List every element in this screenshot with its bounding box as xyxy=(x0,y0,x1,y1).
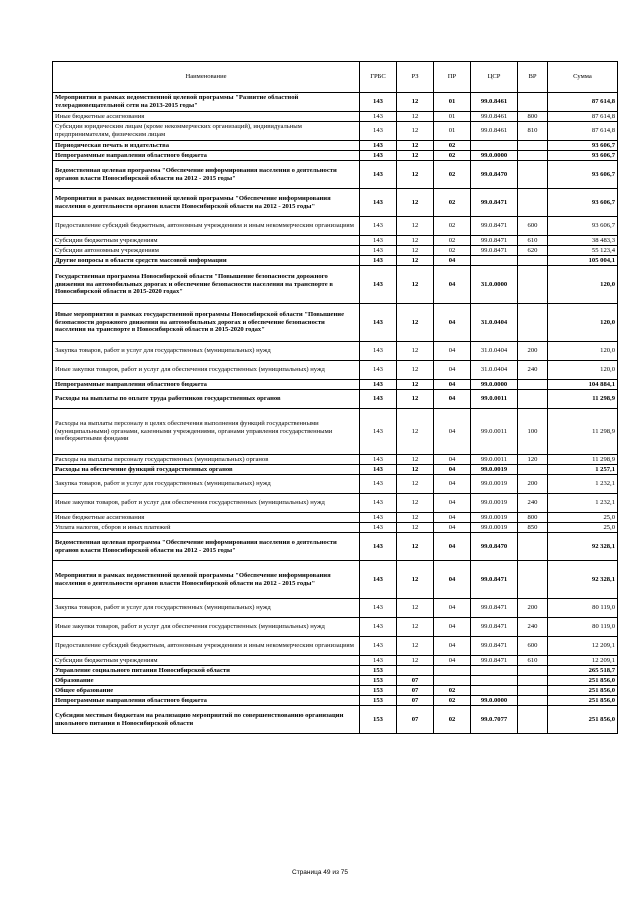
cell-grbs: 143 xyxy=(360,122,397,141)
cell-csr: 99.0.0011 xyxy=(471,390,518,409)
cell-pr xyxy=(434,666,471,676)
cell-rz: 12 xyxy=(397,304,434,342)
cell-sum: 1 257,1 xyxy=(548,465,618,475)
cell-pr: 02 xyxy=(434,246,471,256)
cell-pr: 04 xyxy=(434,455,471,465)
header-rz: РЗ xyxy=(397,62,434,93)
cell-rz: 12 xyxy=(397,513,434,523)
cell-name: Иные закупки товаров, работ и услуг для обеспечения государственных (муниципальных) нужд xyxy=(53,494,360,513)
cell-grbs: 153 xyxy=(360,696,397,706)
cell-sum: 12 209,1 xyxy=(548,656,618,666)
cell-name: Иные бюджетные ассигнования xyxy=(53,513,360,523)
cell-name: Ведомственная целевая программа "Обеспечение информирования населения о деятельности органов власти Новосибирской области на 2012 - 2015 годы" xyxy=(53,161,360,189)
cell-vr: 610 xyxy=(518,236,548,246)
table-row xyxy=(53,523,618,533)
cell-vr: 100 xyxy=(518,409,548,455)
cell-name: Субсидии автономным учреждениям xyxy=(53,246,360,256)
cell-sum: 1 232,1 xyxy=(548,475,618,494)
cell-grbs: 143 xyxy=(360,161,397,189)
cell-sum: 251 856,0 xyxy=(548,686,618,696)
table-row xyxy=(53,189,618,217)
cell-csr: 99.0.8470 xyxy=(471,161,518,189)
cell-vr: 600 xyxy=(518,637,548,656)
cell-sum: 55 123,4 xyxy=(548,246,618,256)
cell-grbs: 143 xyxy=(360,637,397,656)
cell-rz: 12 xyxy=(397,151,434,161)
cell-vr xyxy=(518,465,548,475)
cell-csr: 99.0.8470 xyxy=(471,533,518,561)
table-row xyxy=(53,112,618,122)
header-pr: ПР xyxy=(434,62,471,93)
cell-pr: 02 xyxy=(434,706,471,734)
cell-grbs: 143 xyxy=(360,304,397,342)
header-csr: ЦСР xyxy=(471,62,518,93)
cell-rz: 12 xyxy=(397,465,434,475)
cell-grbs: 143 xyxy=(360,455,397,465)
cell-grbs: 143 xyxy=(360,217,397,236)
cell-csr xyxy=(471,256,518,266)
cell-name: Непрограммные направления областного бюджета xyxy=(53,696,360,706)
cell-rz: 12 xyxy=(397,342,434,361)
cell-csr xyxy=(471,676,518,686)
cell-vr: 620 xyxy=(518,246,548,256)
cell-grbs: 143 xyxy=(360,380,397,390)
cell-rz: 12 xyxy=(397,161,434,189)
cell-vr xyxy=(518,304,548,342)
cell-name: Расходы на обеспечение функций государственных органов xyxy=(53,465,360,475)
cell-vr xyxy=(518,141,548,151)
cell-name: Образование xyxy=(53,676,360,686)
cell-csr: 99.0.8471 xyxy=(471,189,518,217)
cell-csr: 99.0.8471 xyxy=(471,217,518,236)
cell-csr: 99.0.8471 xyxy=(471,618,518,637)
cell-name: Мероприятия в рамках ведомственной целевой программы "Обеспечение информирования населения о деятельности органов власти Новосибирской области на 2012 - 2015 годы" xyxy=(53,561,360,599)
cell-rz: 12 xyxy=(397,141,434,151)
cell-vr: 200 xyxy=(518,475,548,494)
cell-pr: 04 xyxy=(434,599,471,618)
cell-pr: 04 xyxy=(434,494,471,513)
cell-name: Субсидии юридическим лицам (кроме некоммерческих организаций), индивидуальным предпринимателям, физическим лицам xyxy=(53,122,360,141)
table-row xyxy=(53,686,618,696)
cell-name: Субсидии бюджетным учреждениям xyxy=(53,656,360,666)
cell-name: Иные мероприятия в рамках государственной программы Новосибирской области "Повышение безопасности дорожного движения на автомобильных дорогах и обеспечение безопасности населения на транспорте в Новосибирской области в 2015-2020 годах" xyxy=(53,304,360,342)
cell-pr: 04 xyxy=(434,637,471,656)
cell-csr xyxy=(471,141,518,151)
cell-rz: 07 xyxy=(397,686,434,696)
cell-grbs: 143 xyxy=(360,189,397,217)
cell-grbs: 143 xyxy=(360,561,397,599)
cell-pr: 02 xyxy=(434,236,471,246)
cell-rz: 12 xyxy=(397,656,434,666)
table-row xyxy=(53,465,618,475)
cell-rz: 12 xyxy=(397,409,434,455)
table-row xyxy=(53,706,618,734)
cell-pr: 04 xyxy=(434,409,471,455)
cell-sum: 120,0 xyxy=(548,361,618,380)
cell-rz: 12 xyxy=(397,361,434,380)
cell-vr: 200 xyxy=(518,599,548,618)
cell-vr: 800 xyxy=(518,112,548,122)
cell-csr: 99.0.0019 xyxy=(471,475,518,494)
cell-pr: 02 xyxy=(434,141,471,151)
cell-vr xyxy=(518,533,548,561)
table-row xyxy=(53,455,618,465)
cell-grbs: 143 xyxy=(360,236,397,246)
table-row xyxy=(53,533,618,561)
table-body xyxy=(53,93,618,734)
cell-pr: 01 xyxy=(434,122,471,141)
cell-rz: 12 xyxy=(397,256,434,266)
cell-vr xyxy=(518,676,548,686)
cell-name: Периодическая печать и издательства xyxy=(53,141,360,151)
cell-pr: 01 xyxy=(434,112,471,122)
cell-sum: 11 298,9 xyxy=(548,455,618,465)
cell-name: Закупка товаров, работ и услуг для государственных (муниципальных) нужд xyxy=(53,475,360,494)
table-row xyxy=(53,475,618,494)
cell-sum: 25,0 xyxy=(548,513,618,523)
cell-grbs: 153 xyxy=(360,686,397,696)
cell-csr: 99.0.8471 xyxy=(471,656,518,666)
header-name: Наименование xyxy=(53,62,360,93)
cell-vr xyxy=(518,266,548,304)
cell-name: Расходы на выплаты персоналу в целях обеспечения выполнения функций государственными (муниципальными) органами, казенными учреждениями, органами управления государственными внебюджетными фондами xyxy=(53,409,360,455)
cell-vr xyxy=(518,390,548,409)
cell-name: Закупка товаров, работ и услуг для государственных (муниципальных) нужд xyxy=(53,342,360,361)
cell-rz: 07 xyxy=(397,706,434,734)
cell-sum: 265 518,7 xyxy=(548,666,618,676)
cell-sum: 38 483,3 xyxy=(548,236,618,246)
cell-pr: 04 xyxy=(434,561,471,599)
table-row xyxy=(53,141,618,151)
cell-csr: 99.0.8471 xyxy=(471,637,518,656)
cell-grbs: 143 xyxy=(360,409,397,455)
cell-name: Закупка товаров, работ и услуг для государственных (муниципальных) нужд xyxy=(53,599,360,618)
cell-rz: 12 xyxy=(397,455,434,465)
budget-table xyxy=(52,61,618,734)
cell-grbs: 143 xyxy=(360,656,397,666)
cell-name: Предоставление субсидий бюджетным, автономным учреждениям и иным некоммерческим организациям xyxy=(53,217,360,236)
cell-csr: 99.0.0019 xyxy=(471,494,518,513)
cell-sum: 93 606,7 xyxy=(548,141,618,151)
cell-csr: 99.0.8471 xyxy=(471,561,518,599)
cell-rz xyxy=(397,666,434,676)
cell-sum: 87 614,8 xyxy=(548,122,618,141)
cell-csr: 31.0.0404 xyxy=(471,361,518,380)
cell-rz: 12 xyxy=(397,494,434,513)
cell-rz: 12 xyxy=(397,380,434,390)
cell-pr: 01 xyxy=(434,93,471,112)
cell-name: Непрограммные направления областного бюджета xyxy=(53,380,360,390)
cell-name: Мероприятия в рамках ведомственной целевой программы "Обеспечение информирования населения о деятельности органов власти Новосибирской области на 2012 - 2015 годы" xyxy=(53,189,360,217)
table-row xyxy=(53,409,618,455)
cell-grbs: 143 xyxy=(360,494,397,513)
cell-vr xyxy=(518,93,548,112)
cell-vr xyxy=(518,161,548,189)
cell-sum: 104 884,1 xyxy=(548,380,618,390)
cell-pr: 04 xyxy=(434,618,471,637)
cell-sum: 120,0 xyxy=(548,342,618,361)
table-row xyxy=(53,494,618,513)
cell-pr: 04 xyxy=(434,361,471,380)
cell-sum: 12 209,1 xyxy=(548,637,618,656)
cell-rz: 12 xyxy=(397,637,434,656)
table-row xyxy=(53,696,618,706)
table-row xyxy=(53,93,618,112)
cell-vr: 600 xyxy=(518,217,548,236)
cell-sum: 93 606,7 xyxy=(548,189,618,217)
cell-grbs: 143 xyxy=(360,465,397,475)
cell-csr: 99.0.8461 xyxy=(471,112,518,122)
cell-name: Расходы на выплаты по оплате труда работников государственных органов xyxy=(53,390,360,409)
cell-pr: 02 xyxy=(434,161,471,189)
cell-rz: 12 xyxy=(397,475,434,494)
table-row xyxy=(53,304,618,342)
cell-pr: 04 xyxy=(434,513,471,523)
page-number: Страница 49 из 75 xyxy=(292,869,348,876)
cell-csr: 99.0.0011 xyxy=(471,409,518,455)
cell-vr: 800 xyxy=(518,513,548,523)
cell-rz: 12 xyxy=(397,112,434,122)
cell-csr: 99.0.8461 xyxy=(471,122,518,141)
cell-csr: 31.0.0404 xyxy=(471,342,518,361)
header-sum: Сумма xyxy=(548,62,618,93)
cell-csr: 99.0.8461 xyxy=(471,93,518,112)
cell-vr xyxy=(518,189,548,217)
table-row xyxy=(53,561,618,599)
cell-name: Субсидии бюджетным учреждениям xyxy=(53,236,360,246)
table-row xyxy=(53,217,618,236)
cell-csr: 99.0.0019 xyxy=(471,523,518,533)
cell-csr xyxy=(471,686,518,696)
cell-pr: 04 xyxy=(434,656,471,666)
cell-csr: 99.0.0019 xyxy=(471,513,518,523)
cell-name: Иные бюджетные ассигнования xyxy=(53,112,360,122)
cell-rz: 12 xyxy=(397,618,434,637)
table-row xyxy=(53,361,618,380)
table-row xyxy=(53,256,618,266)
cell-sum: 120,0 xyxy=(548,266,618,304)
cell-name: Уплата налогов, сборов и иных платежей xyxy=(53,523,360,533)
cell-pr: 04 xyxy=(434,266,471,304)
table-row xyxy=(53,236,618,246)
cell-csr: 99.0.0000 xyxy=(471,151,518,161)
cell-pr xyxy=(434,676,471,686)
cell-vr: 240 xyxy=(518,618,548,637)
cell-sum: 105 004,1 xyxy=(548,256,618,266)
cell-sum: 251 856,0 xyxy=(548,696,618,706)
cell-vr xyxy=(518,686,548,696)
cell-pr: 04 xyxy=(434,342,471,361)
cell-sum: 25,0 xyxy=(548,523,618,533)
cell-grbs: 153 xyxy=(360,666,397,676)
cell-csr: 31.0.0000 xyxy=(471,266,518,304)
cell-pr: 02 xyxy=(434,189,471,217)
table-row xyxy=(53,637,618,656)
cell-rz: 07 xyxy=(397,696,434,706)
cell-name: Иные закупки товаров, работ и услуг для обеспечения государственных (муниципальных) нужд xyxy=(53,618,360,637)
table-header-row xyxy=(53,62,618,93)
cell-grbs: 143 xyxy=(360,618,397,637)
cell-csr: 31.0.0404 xyxy=(471,304,518,342)
cell-sum: 1 232,1 xyxy=(548,494,618,513)
cell-pr: 02 xyxy=(434,686,471,696)
cell-pr: 04 xyxy=(434,304,471,342)
cell-pr: 04 xyxy=(434,533,471,561)
cell-sum: 93 606,7 xyxy=(548,217,618,236)
cell-name: Ведомственная целевая программа "Обеспечение информирования населения о деятельности органов власти Новосибирской области на 2012 - 2015 годы" xyxy=(53,533,360,561)
cell-sum: 251 856,0 xyxy=(548,706,618,734)
cell-name: Мероприятия в рамках ведомственной целевой программы "Развитие областной телерадиовещательной сети на 2013-2015 годы" xyxy=(53,93,360,112)
table-row xyxy=(53,513,618,523)
cell-vr xyxy=(518,256,548,266)
cell-pr: 04 xyxy=(434,390,471,409)
cell-grbs: 143 xyxy=(360,513,397,523)
cell-name: Расходы на выплаты персоналу государственных (муниципальных) органов xyxy=(53,455,360,465)
cell-vr: 810 xyxy=(518,122,548,141)
table-row xyxy=(53,246,618,256)
cell-pr: 04 xyxy=(434,256,471,266)
cell-vr xyxy=(518,696,548,706)
table-row xyxy=(53,676,618,686)
cell-name: Общее образование xyxy=(53,686,360,696)
cell-sum: 11 298,9 xyxy=(548,409,618,455)
cell-csr: 99.0.8471 xyxy=(471,246,518,256)
cell-vr xyxy=(518,666,548,676)
cell-pr: 04 xyxy=(434,465,471,475)
cell-sum: 80 119,0 xyxy=(548,618,618,637)
cell-grbs: 143 xyxy=(360,141,397,151)
cell-sum: 11 298,9 xyxy=(548,390,618,409)
cell-grbs: 143 xyxy=(360,475,397,494)
cell-rz: 07 xyxy=(397,676,434,686)
cell-csr: 99.0.0011 xyxy=(471,455,518,465)
cell-name: Предоставление субсидий бюджетным, автономным учреждениям и иным некоммерческим организациям xyxy=(53,637,360,656)
cell-rz: 12 xyxy=(397,189,434,217)
cell-vr: 200 xyxy=(518,342,548,361)
cell-name: Другие вопросы в области средств массовой информации xyxy=(53,256,360,266)
cell-name: Иные закупки товаров, работ и услуг для обеспечения государственных (муниципальных) нужд xyxy=(53,361,360,380)
table-row xyxy=(53,151,618,161)
table-row xyxy=(53,266,618,304)
cell-sum: 93 606,7 xyxy=(548,151,618,161)
cell-pr: 02 xyxy=(434,696,471,706)
cell-rz: 12 xyxy=(397,246,434,256)
table-row xyxy=(53,618,618,637)
cell-rz: 12 xyxy=(397,599,434,618)
cell-rz: 12 xyxy=(397,217,434,236)
cell-vr: 120 xyxy=(518,455,548,465)
cell-vr xyxy=(518,151,548,161)
cell-grbs: 143 xyxy=(360,151,397,161)
table-row xyxy=(53,390,618,409)
cell-grbs: 143 xyxy=(360,523,397,533)
cell-rz: 12 xyxy=(397,266,434,304)
cell-grbs: 153 xyxy=(360,706,397,734)
table-row xyxy=(53,122,618,141)
cell-sum: 251 856,0 xyxy=(548,676,618,686)
cell-vr: 240 xyxy=(518,361,548,380)
cell-name: Государственная программа Новосибирской области "Повышение безопасности дорожного движения на автомобильных дорогах и обеспечение безопасности населения на транспорте в Новосибирской области в 2015-2020 годах" xyxy=(53,266,360,304)
cell-pr: 02 xyxy=(434,217,471,236)
cell-grbs: 143 xyxy=(360,256,397,266)
cell-vr: 850 xyxy=(518,523,548,533)
header-vr: ВР xyxy=(518,62,548,93)
cell-name: Субсидии местным бюджетам на реализацию мероприятий по совершенствованию организации школьного питания в Новосибирской области xyxy=(53,706,360,734)
cell-csr: 99.0.7077 xyxy=(471,706,518,734)
cell-rz: 12 xyxy=(397,236,434,246)
cell-rz: 12 xyxy=(397,122,434,141)
cell-csr: 99.0.8471 xyxy=(471,236,518,246)
cell-pr: 04 xyxy=(434,475,471,494)
cell-csr xyxy=(471,666,518,676)
cell-grbs: 143 xyxy=(360,599,397,618)
cell-csr: 99.0.8471 xyxy=(471,599,518,618)
cell-sum: 87 614,8 xyxy=(548,93,618,112)
cell-grbs: 143 xyxy=(360,390,397,409)
cell-pr: 04 xyxy=(434,523,471,533)
table-row xyxy=(53,380,618,390)
cell-vr xyxy=(518,561,548,599)
cell-vr xyxy=(518,380,548,390)
cell-grbs: 143 xyxy=(360,266,397,304)
cell-grbs: 143 xyxy=(360,533,397,561)
cell-rz: 12 xyxy=(397,93,434,112)
cell-vr xyxy=(518,706,548,734)
cell-pr: 02 xyxy=(434,151,471,161)
cell-rz: 12 xyxy=(397,523,434,533)
table-row xyxy=(53,666,618,676)
cell-pr: 04 xyxy=(434,380,471,390)
cell-csr: 99.0.0000 xyxy=(471,380,518,390)
cell-sum: 93 606,7 xyxy=(548,161,618,189)
table-row xyxy=(53,599,618,618)
cell-grbs: 153 xyxy=(360,676,397,686)
header-grbs: ГРБС xyxy=(360,62,397,93)
cell-grbs: 143 xyxy=(360,112,397,122)
cell-sum: 120,0 xyxy=(548,304,618,342)
cell-csr: 99.0.0000 xyxy=(471,696,518,706)
cell-csr: 99.0.0019 xyxy=(471,465,518,475)
cell-sum: 87 614,8 xyxy=(548,112,618,122)
cell-rz: 12 xyxy=(397,390,434,409)
cell-grbs: 143 xyxy=(360,246,397,256)
cell-sum: 92 328,1 xyxy=(548,533,618,561)
cell-rz: 12 xyxy=(397,561,434,599)
cell-grbs: 143 xyxy=(360,93,397,112)
cell-vr: 610 xyxy=(518,656,548,666)
cell-name: Управление социального питания Новосибирской области xyxy=(53,666,360,676)
cell-grbs: 143 xyxy=(360,361,397,380)
table-row xyxy=(53,656,618,666)
table-row xyxy=(53,161,618,189)
cell-vr: 240 xyxy=(518,494,548,513)
cell-grbs: 143 xyxy=(360,342,397,361)
cell-rz: 12 xyxy=(397,533,434,561)
cell-sum: 92 328,1 xyxy=(548,561,618,599)
cell-name: Непрограммные направления областного бюджета xyxy=(53,151,360,161)
cell-sum: 80 119,0 xyxy=(548,599,618,618)
table-row xyxy=(53,342,618,361)
